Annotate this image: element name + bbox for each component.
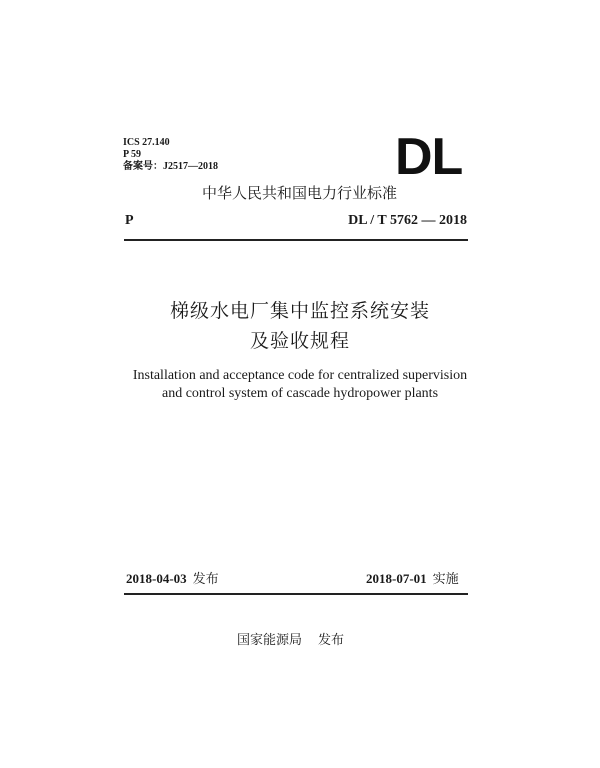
implement-date: 2018-07-01 bbox=[366, 571, 427, 586]
record-number: 备案号：J2517—2018 bbox=[123, 161, 218, 172]
ccs-code: P 59 bbox=[123, 149, 142, 160]
title-en-line1: Installation and acceptance code for centralized supervision bbox=[132, 368, 468, 383]
publisher-action: 发布 bbox=[318, 633, 345, 648]
title-zh-line2: 及验收规程 bbox=[249, 330, 350, 352]
bottom-divider bbox=[124, 593, 468, 595]
implement-label: 实施 bbox=[432, 572, 459, 587]
title-en-line2: and control system of cascade hydropower plants bbox=[161, 386, 439, 401]
ics-code: ICS 27.140 bbox=[123, 137, 170, 148]
dl-logo: DL bbox=[395, 128, 463, 186]
publisher-block bbox=[237, 632, 344, 650]
category-code: P bbox=[125, 213, 134, 228]
top-divider bbox=[124, 239, 468, 241]
title-zh-line1: 梯级水电厂集中监控系统安装 bbox=[169, 300, 430, 322]
publisher-name: 国家能源局 bbox=[237, 633, 303, 648]
issue-date: 2018-04-03 bbox=[126, 571, 187, 586]
implement-date-block bbox=[366, 570, 459, 589]
issue-label: 发布 bbox=[192, 572, 219, 587]
issue-date-block bbox=[126, 570, 219, 589]
standard-type: 中华人民共和国电力行业标准 bbox=[202, 184, 398, 202]
standard-number: DL / T 5762 — 2018 bbox=[348, 213, 467, 228]
